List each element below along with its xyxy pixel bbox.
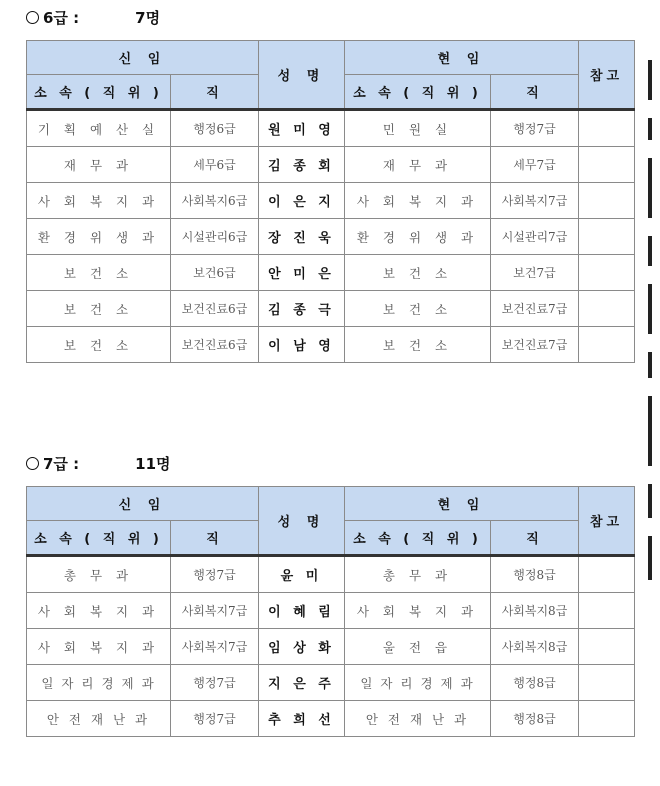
section-grade-6 (26, 4, 635, 363)
note-cell (579, 593, 635, 629)
new-dept-cell: 기 획 예 산 실 (27, 110, 171, 147)
section-grade-7 (26, 450, 635, 737)
new-rank-cell: 보건6급 (171, 255, 259, 291)
current-dept-cell: 총 무 과 (345, 556, 491, 593)
table-row (27, 255, 635, 291)
table-row (27, 665, 635, 701)
table-row (27, 183, 635, 219)
table-row (27, 593, 635, 629)
new-rank-cell: 행정7급 (171, 701, 259, 737)
note-cell (579, 255, 635, 291)
current-rank-cell: 행정8급 (491, 665, 579, 701)
header-note: 참고 (579, 41, 635, 110)
current-dept-cell: 안 전 재 난 과 (345, 701, 491, 737)
name-cell: 지 은 주 (259, 665, 345, 701)
appointment-table (26, 40, 635, 363)
new-dept-cell: 환 경 위 생 과 (27, 219, 171, 255)
current-rank-cell: 세무7급 (491, 147, 579, 183)
current-dept-cell: 민 원 실 (345, 110, 491, 147)
circle-bullet-icon (26, 457, 39, 470)
new-rank-cell: 행정6급 (171, 110, 259, 147)
table-row (27, 556, 635, 593)
name-cell: 임 상 화 (259, 629, 345, 665)
name-cell: 추 희 선 (259, 701, 345, 737)
new-rank-cell: 시설관리6급 (171, 219, 259, 255)
name-cell: 이 혜 림 (259, 593, 345, 629)
current-dept-cell: 사 회 복 지 과 (345, 593, 491, 629)
note-cell (579, 110, 635, 147)
current-rank-cell: 행정8급 (491, 701, 579, 737)
header-name: 성 명 (259, 487, 345, 556)
grade-label: 6급 : (43, 8, 80, 27)
header-current-position: 현 임 (345, 41, 579, 75)
new-rank-cell: 행정7급 (171, 556, 259, 593)
header-new-position: 신 임 (27, 41, 259, 75)
name-cell: 이 은 지 (259, 183, 345, 219)
current-dept-cell: 사 회 복 지 과 (345, 183, 491, 219)
note-cell (579, 629, 635, 665)
appointment-table (26, 486, 635, 737)
current-rank-cell: 시설관리7급 (491, 219, 579, 255)
new-dept-cell: 일 자 리 경 제 과 (27, 665, 171, 701)
current-rank-cell: 사회복지8급 (491, 593, 579, 629)
section-heading (26, 4, 635, 30)
header-current-rank: 직 (491, 521, 579, 556)
header-new-rank: 직 (171, 521, 259, 556)
name-cell: 장 진 욱 (259, 219, 345, 255)
header-new-position: 신 임 (27, 487, 259, 521)
note-cell (579, 147, 635, 183)
header-new-dept: 소 속 ( 직 위 ) (27, 75, 171, 110)
new-rank-cell: 행정7급 (171, 665, 259, 701)
current-dept-cell: 보 건 소 (345, 291, 491, 327)
name-cell: 윤 미 (259, 556, 345, 593)
headcount: 7명 (135, 8, 161, 27)
current-dept-cell: 환 경 위 생 과 (345, 219, 491, 255)
new-dept-cell: 사 회 복 지 과 (27, 629, 171, 665)
scan-edge-marks (648, 60, 656, 598)
name-cell: 김 종 극 (259, 291, 345, 327)
name-cell: 안 미 은 (259, 255, 345, 291)
header-note: 참고 (579, 487, 635, 556)
table-row (27, 219, 635, 255)
note-cell (579, 183, 635, 219)
current-rank-cell: 행정7급 (491, 110, 579, 147)
note-cell (579, 219, 635, 255)
current-rank-cell: 사회복지8급 (491, 629, 579, 665)
header-new-rank: 직 (171, 75, 259, 110)
new-rank-cell: 사회복지7급 (171, 629, 259, 665)
current-dept-cell: 울 전 읍 (345, 629, 491, 665)
current-dept-cell: 일 자 리 경 제 과 (345, 665, 491, 701)
note-cell (579, 701, 635, 737)
table-row (27, 701, 635, 737)
current-dept-cell: 보 건 소 (345, 327, 491, 363)
new-dept-cell: 보 건 소 (27, 327, 171, 363)
header-current-rank: 직 (491, 75, 579, 110)
new-rank-cell: 사회복지7급 (171, 593, 259, 629)
current-rank-cell: 보건7급 (491, 255, 579, 291)
table-row (27, 110, 635, 147)
note-cell (579, 291, 635, 327)
headcount: 11명 (135, 454, 171, 473)
name-cell: 원 미 영 (259, 110, 345, 147)
table-row (27, 327, 635, 363)
new-dept-cell: 총 무 과 (27, 556, 171, 593)
table-row (27, 629, 635, 665)
current-rank-cell: 행정8급 (491, 556, 579, 593)
current-dept-cell: 보 건 소 (345, 255, 491, 291)
new-dept-cell: 재 무 과 (27, 147, 171, 183)
table-row (27, 291, 635, 327)
header-current-position: 현 임 (345, 487, 579, 521)
table-row (27, 147, 635, 183)
new-dept-cell: 사 회 복 지 과 (27, 183, 171, 219)
current-dept-cell: 재 무 과 (345, 147, 491, 183)
new-rank-cell: 세무6급 (171, 147, 259, 183)
header-current-dept: 소 속 ( 직 위 ) (345, 75, 491, 110)
new-dept-cell: 보 건 소 (27, 255, 171, 291)
section-heading (26, 450, 635, 476)
new-dept-cell: 보 건 소 (27, 291, 171, 327)
current-rank-cell: 사회복지7급 (491, 183, 579, 219)
new-dept-cell: 사 회 복 지 과 (27, 593, 171, 629)
name-cell: 이 남 영 (259, 327, 345, 363)
header-name: 성 명 (259, 41, 345, 110)
header-current-dept: 소 속 ( 직 위 ) (345, 521, 491, 556)
circle-bullet-icon (26, 11, 39, 24)
new-dept-cell: 안 전 재 난 과 (27, 701, 171, 737)
current-rank-cell: 보건진료7급 (491, 327, 579, 363)
name-cell: 김 종 회 (259, 147, 345, 183)
new-rank-cell: 보건진료6급 (171, 291, 259, 327)
new-rank-cell: 사회복지6급 (171, 183, 259, 219)
current-rank-cell: 보건진료7급 (491, 291, 579, 327)
note-cell (579, 327, 635, 363)
new-rank-cell: 보건진료6급 (171, 327, 259, 363)
note-cell (579, 556, 635, 593)
header-new-dept: 소 속 ( 직 위 ) (27, 521, 171, 556)
note-cell (579, 665, 635, 701)
grade-label: 7급 : (43, 454, 80, 473)
